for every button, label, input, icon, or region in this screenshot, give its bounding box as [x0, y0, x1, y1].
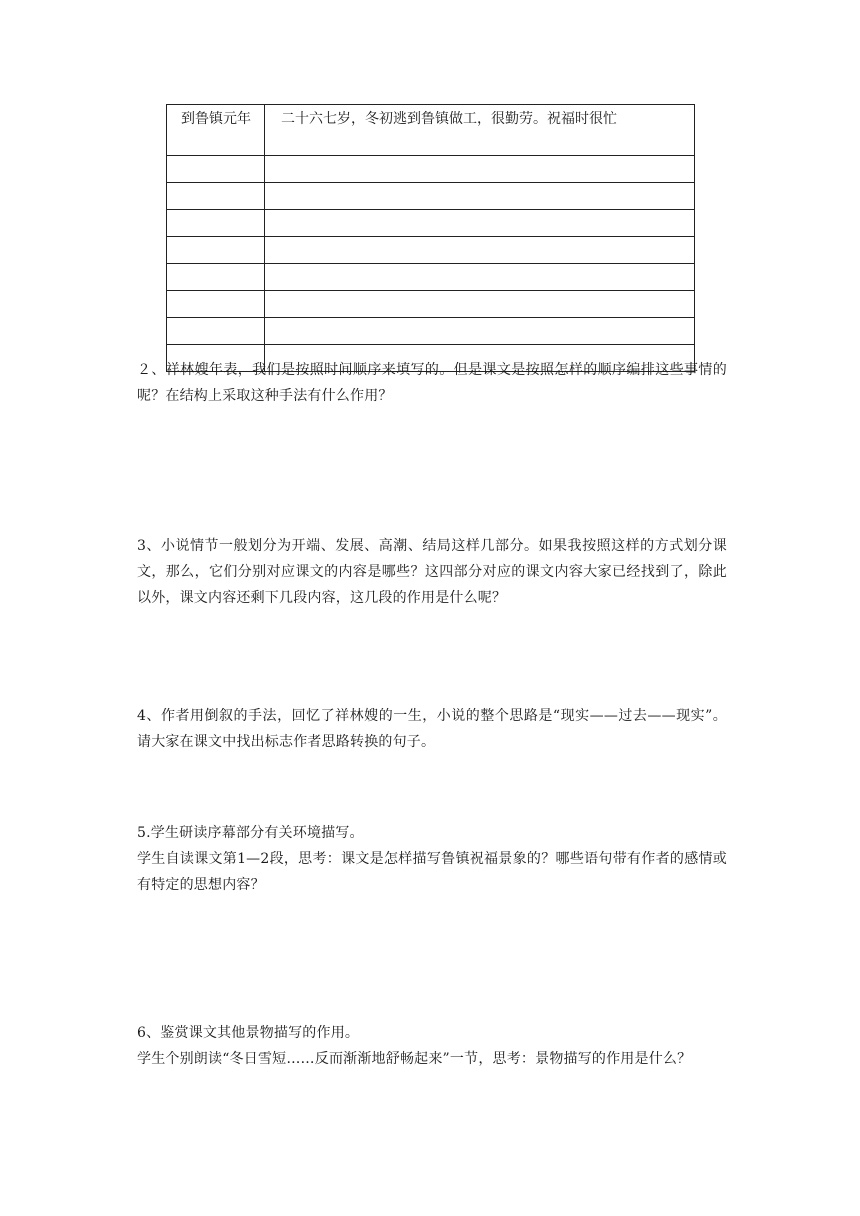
question-3 [137, 533, 727, 611]
question-2 [137, 357, 727, 409]
question-6 [137, 1020, 727, 1072]
table-cell-event [265, 183, 695, 210]
question-text: 学生个别朗读“冬日雪短……反而渐渐地舒畅起来”一节，思考：景物描写的作用是什么？ [137, 1051, 692, 1067]
table-cell-event [265, 156, 695, 183]
question-heading: 5.学生研读序幕部分有关环境描写。 [137, 825, 364, 841]
table-row [167, 237, 695, 264]
table-cell-event [265, 210, 695, 237]
table-row [167, 210, 695, 237]
table-cell-period [167, 237, 265, 264]
table-cell-period [167, 210, 265, 237]
xianglinsao-timeline-table [166, 104, 695, 372]
table-cell-period [167, 264, 265, 291]
table-row [167, 318, 695, 345]
table-row [167, 291, 695, 318]
table-cell-period [167, 318, 265, 345]
table-row [167, 105, 695, 156]
question-text: 学生自读课文第1—2段，思考：课文是怎样描写鲁镇祝福景象的？哪些语句带有作者的感情或有特定的思想内容？ [137, 851, 727, 893]
table-cell-event [265, 237, 695, 264]
question-text: 4、作者用倒叙的手法，回忆了祥林嫂的一生，小说的整个思路是“现实——过去——现实”。请大家在课文中找出标志作者思路转换的句子。 [137, 708, 727, 750]
question-heading: 6、鉴赏课文其他景物描写的作用。 [137, 1025, 360, 1041]
table-cell-period [167, 156, 265, 183]
table-cell-event: 二十六七岁，冬初逃到鲁镇做工，很勤劳。祝福时很忙 [265, 105, 695, 156]
table-cell-event [265, 291, 695, 318]
table-cell-period: 到鲁镇元年 [167, 105, 265, 156]
table-row [167, 156, 695, 183]
question-text: ２、祥林嫂年表，我们是按照时间顺序来填写的。但是课文是按照怎样的顺序编排这些事情的呢？在结构上采取这种手法有什么作用？ [137, 362, 727, 404]
table-cell-event [265, 318, 695, 345]
table-cell-event [265, 264, 695, 291]
table-cell-period [167, 183, 265, 210]
table-cell-period [167, 291, 265, 318]
table-row [167, 183, 695, 210]
question-5 [137, 820, 727, 898]
question-text: 3、小说情节一般划分为开端、发展、高潮、结局这样几部分。如果我按照这样的方式划分课文，那么，它们分别对应课文的内容是哪些？这四部分对应的课文内容大家已经找到了，除此以外，课文内容还剩下几段内容，这几段的作用是什么呢？ [137, 538, 727, 606]
table-row [167, 264, 695, 291]
question-4 [137, 703, 727, 755]
